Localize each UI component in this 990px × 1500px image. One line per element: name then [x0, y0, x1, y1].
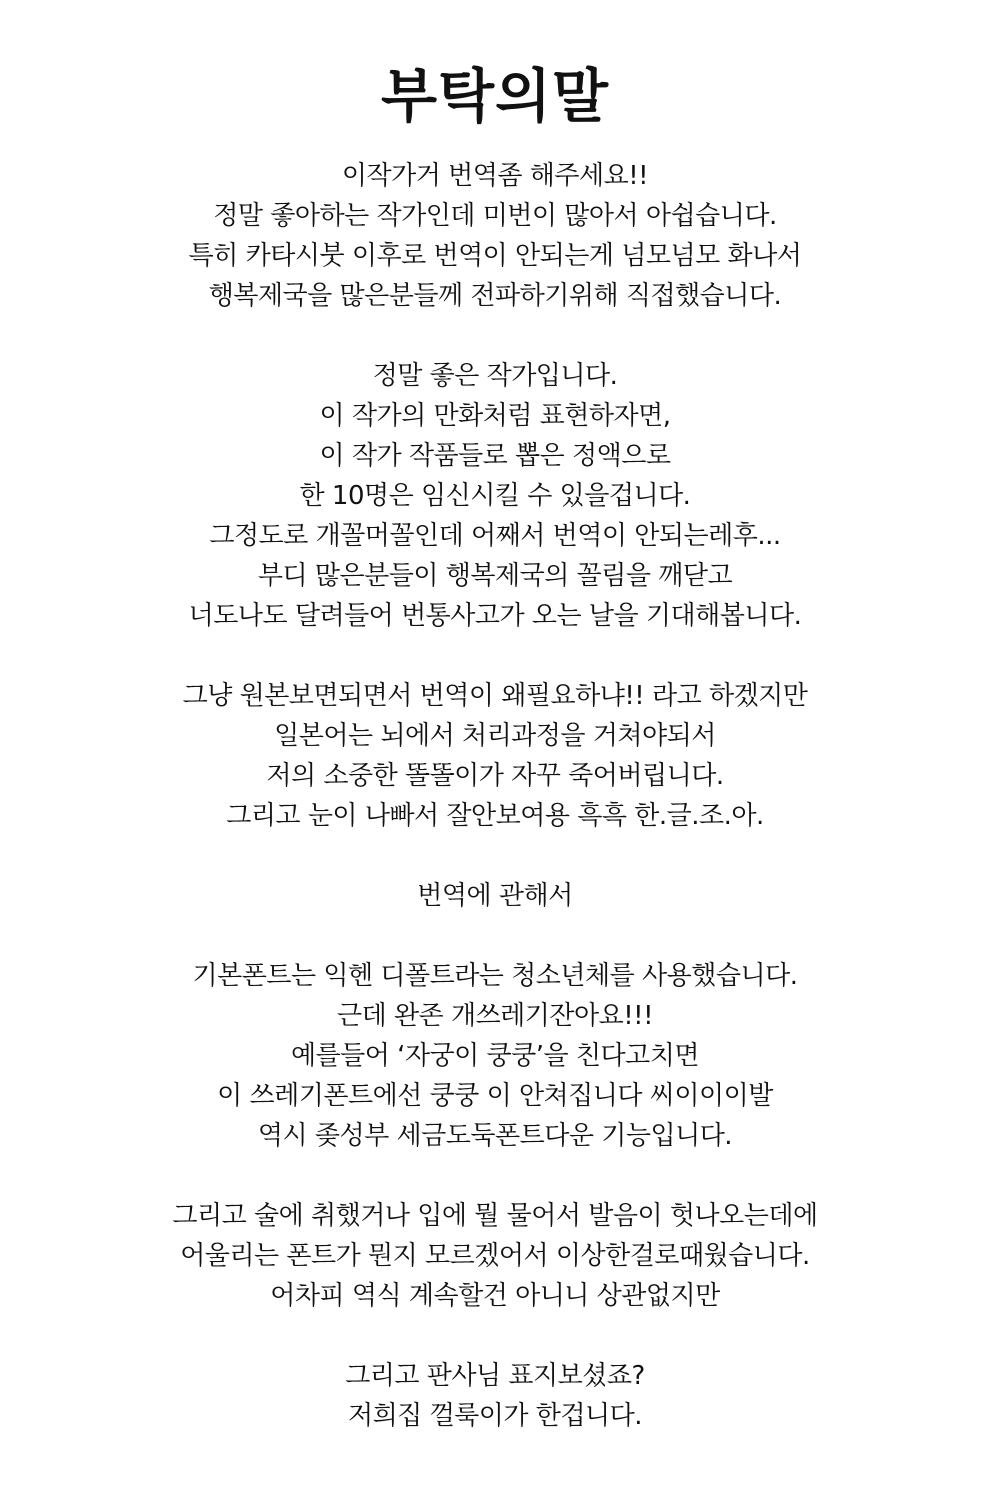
paragraph-reason	[0, 676, 990, 836]
text-line: 그냥 원본보면되면서 번역이 왜필요하냐!! 라고 하겠지만	[182, 681, 808, 711]
text-line: 일본어는 뇌에서 처리과정을 거쳐야되서	[274, 721, 716, 751]
text-line: 저의 소중한 똘똘이가 자꾸 죽어버립니다.	[266, 761, 724, 791]
text-line: 근데 완존 개쓰레기잔아요!!!	[336, 1001, 654, 1031]
text-line: 부디 많은분들이 행복제국의 꼴림을 깨닫고	[257, 561, 733, 591]
text-line: 정말 좋아하는 작가인데 미번이 많아서 아쉽습니다.	[213, 201, 777, 231]
section-heading-translation	[0, 876, 990, 916]
text-line: 역시 좆성부 세금도둑폰트다운 기능입니다.	[257, 1121, 733, 1151]
text-line: 한 10명은 임신시킬 수 있을겁니다.	[299, 481, 691, 511]
text-line: 어울리는 폰트가 뭔지 모르겠어서 이상한걸로때웠습니다.	[180, 1241, 810, 1271]
text-line: 이 쓰레기폰트에선 쿵쿵 이 안쳐집니다 씨이이이발	[217, 1081, 773, 1111]
note-body	[0, 156, 990, 1476]
text-line: 정말 좋은 작가입니다.	[372, 361, 618, 391]
paragraph-request	[0, 156, 990, 316]
text-line: 행복제국을 많은분들께 전파하기위해 직접했습니다.	[208, 281, 782, 311]
text-line: 기본폰트는 익헨 디폴트라는 청소년체를 사용했습니다.	[192, 961, 798, 991]
text-line: 예를들어 ‘자궁이 쿵쿵’을 친다고치면	[290, 1041, 700, 1071]
text-line: 특히 카타시붓 이후로 번역이 안되는게 넘모넘모 화나서	[188, 241, 802, 271]
paragraph-font-2	[0, 1196, 990, 1316]
page-title: 부탁의말	[380, 62, 610, 130]
text-line: 그리고 눈이 나빠서 잘안보여용 흑흑 한.글.조.아.	[226, 801, 764, 831]
paragraph-font	[0, 956, 990, 1156]
text-line: 이작가거 번역좀 해주세요!!	[341, 161, 649, 191]
text-line: 그정도로 개꼴머꼴인데 어째서 번역이 안되는레후...	[209, 521, 781, 551]
text-line: 어차피 역식 계속할건 아니니 상관없지만	[270, 1281, 720, 1311]
text-line: 저희집 껄룩이가 한겁니다.	[347, 1401, 643, 1431]
text-line: 이 작가의 만화처럼 표현하자면,	[319, 401, 671, 431]
text-line: 너도나도 달려들어 번통사고가 오는 날을 기대해봅니다.	[188, 601, 802, 631]
text-line: 이 작가 작품들로 뽑은 정액으로	[319, 441, 671, 471]
section-heading-text: 번역에 관해서	[417, 881, 573, 911]
paragraph-praise	[0, 356, 990, 636]
text-line: 그리고 술에 취했거나 입에 뭘 물어서 발음이 헛나오는데에	[172, 1201, 818, 1231]
text-line: 그리고 판사님 표지보셨죠?	[345, 1361, 645, 1391]
paragraph-closing	[0, 1356, 990, 1436]
